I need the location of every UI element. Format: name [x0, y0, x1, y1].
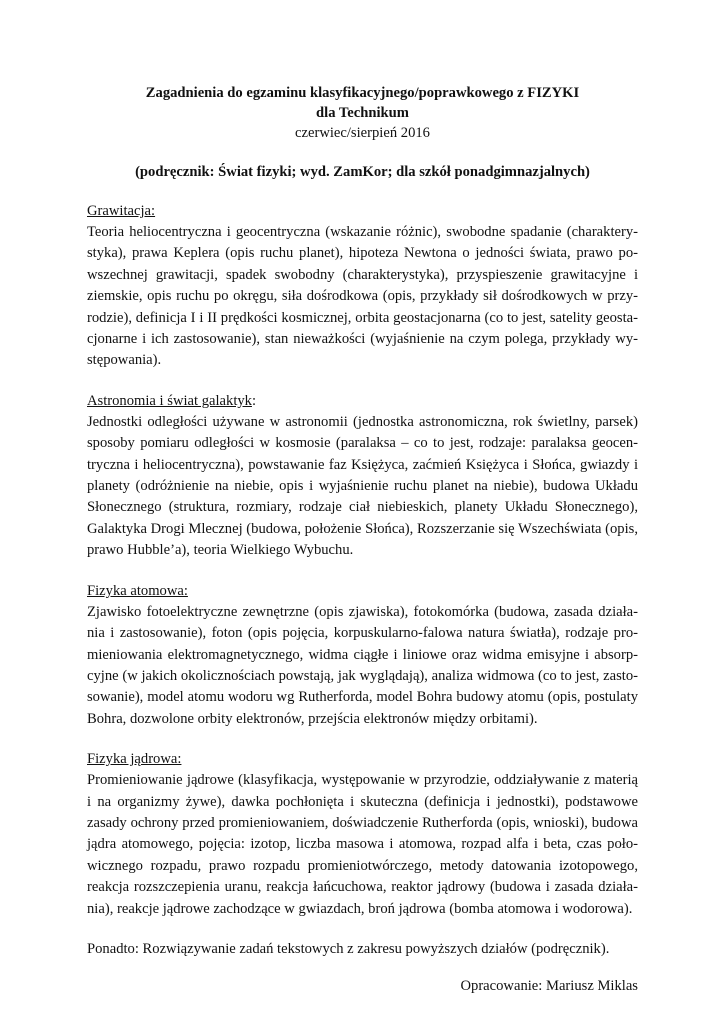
- school-type: dla Technikum: [316, 105, 409, 121]
- section-body: Zjawisko fotoelektryczne zewnętrzne (opis zjawiska), fotokomórka (budowa, zasada działa-nia i zastosowanie), foton (opis pojęcia, korpuskularno-falowa natura światła), rodzaje pro-mieniowania elektromagnetycznego, widma ciągłe i liniowe oraz widma emisyjne i absorp-cyjne (w jakich okolicznościach powstają, jak wyglądają), analiza widmowa (co to jest, zasto-sowanie), model atomu wodoru wg Rutherforda, model Bohra budowy atomu (opis, postulaty Bohra, dozwolone orbity elektronów, przejścia elektronów między orbitami).: [87, 603, 638, 727]
- textbook-info: (podręcznik: Świat fizyki; wyd. ZamKor; dla szkół ponadgimnazjalnych): [135, 164, 590, 180]
- section-heading: [87, 201, 638, 222]
- section-title: Fizyka jądrowa:: [87, 751, 182, 768]
- exam-date: czerwiec/sierpień 2016: [295, 125, 430, 141]
- section-nuclear-physics: [87, 749, 638, 920]
- section-astronomy: [87, 391, 638, 562]
- section-body: Jednostki odległości używane w astronomii (jednostka astronomiczna, rok świetlny, parsek) sposoby pomiaru odległości w kosmosie (paralaksa – co to jest, rodzaje: paralaksa geocen-tryczna i heliocentryczna), powstawanie faz Księżyca, zaćmień Księżyca i Słońca, gwiazdy i planety (odróżnienie na niebie, opis i wyjaśnienie ruchu planet na niebie), budowa Układu Słonecznego (struktura, rozmiary, rodzaje ciał niebieskich, planety Układu Słonecznego), Galaktyka Drogi Mlecznej (budowa, położenie Słońca), Rozszerzanie się Wszechświata (opis, prawo Hubble’a), teoria Wielkiego Wybuchu.: [87, 413, 638, 559]
- section-title: Astronomia i świat galaktyk: [87, 392, 252, 409]
- section-title: Fizyka atomowa:: [87, 582, 188, 599]
- exam-title: Zagadnienia do egzaminu klasyfikacyjnego/poprawkowego z FIZYKI: [145, 85, 580, 101]
- additional-note: Ponadto: Rozwiązywanie zadań tekstowych z zakresu powyższych działów (podręcznik).: [87, 940, 610, 957]
- document-page: [87, 83, 638, 997]
- section-heading: [87, 749, 638, 770]
- section-atomic-physics: [87, 581, 638, 730]
- section-heading: [87, 391, 638, 412]
- section-heading: [87, 581, 638, 602]
- section-body: Teoria heliocentryczna i geocentryczna (wskazanie różnic), swobodne spadanie (charaktery-styka), prawa Keplera (opis ruchu planet), hipoteza Newtona o jedności świata, prawo po-wszechnej grawitacji, spadek swobodny (charakterystyka), przyspieszenie grawitacyjne i ziemskie, opis ruchu po okręgu, siła dośrodkowa (opis, przykłady sił dośrodkowych w przy-rodzie), definicja I i II prędkości kosmicznej, orbita geostacjonarna (co to jest, satelity geosta-cjonarne i ich zastosowanie), stan nieważkości (wyjaśnienie na czym polega, przykłady wy-stępowania).: [87, 224, 638, 369]
- section-title: Grawitacja:: [87, 203, 156, 219]
- section-gravitation: [87, 201, 638, 372]
- section-body: Promieniowanie jądrowe (klasyfikacja, występowanie w przyrodzie, oddziaływanie z materią i na organizmy żywe), dawka pochłonięta i skuteczna (definicja i jednostki), podstawowe zasady ochrony przed promieniowaniem, doświadczenie Rutherforda (opis, wnioski), budowa jądra atomowego, pojęcia: izotop, liczba masowa i atomowa, rozpad alfa i beta, czas poło-wicznego rozpadu, prawo rozpadu promieniotwórczego, metody datowania izotopowego, reakcja rozszczepienia uranu, reakcja łańcuchowa, reaktor jądrowy (budowa i zasada działa-nia), reakcje jądrowe zachodzące w gwiazdach, broń jądrowa (bomba atomowa i wodorowa).: [87, 772, 638, 917]
- author-credit: Opracowanie: Mariusz Miklas: [460, 977, 638, 994]
- document-header: [87, 83, 638, 143]
- section-title-tail: :: [251, 392, 257, 409]
